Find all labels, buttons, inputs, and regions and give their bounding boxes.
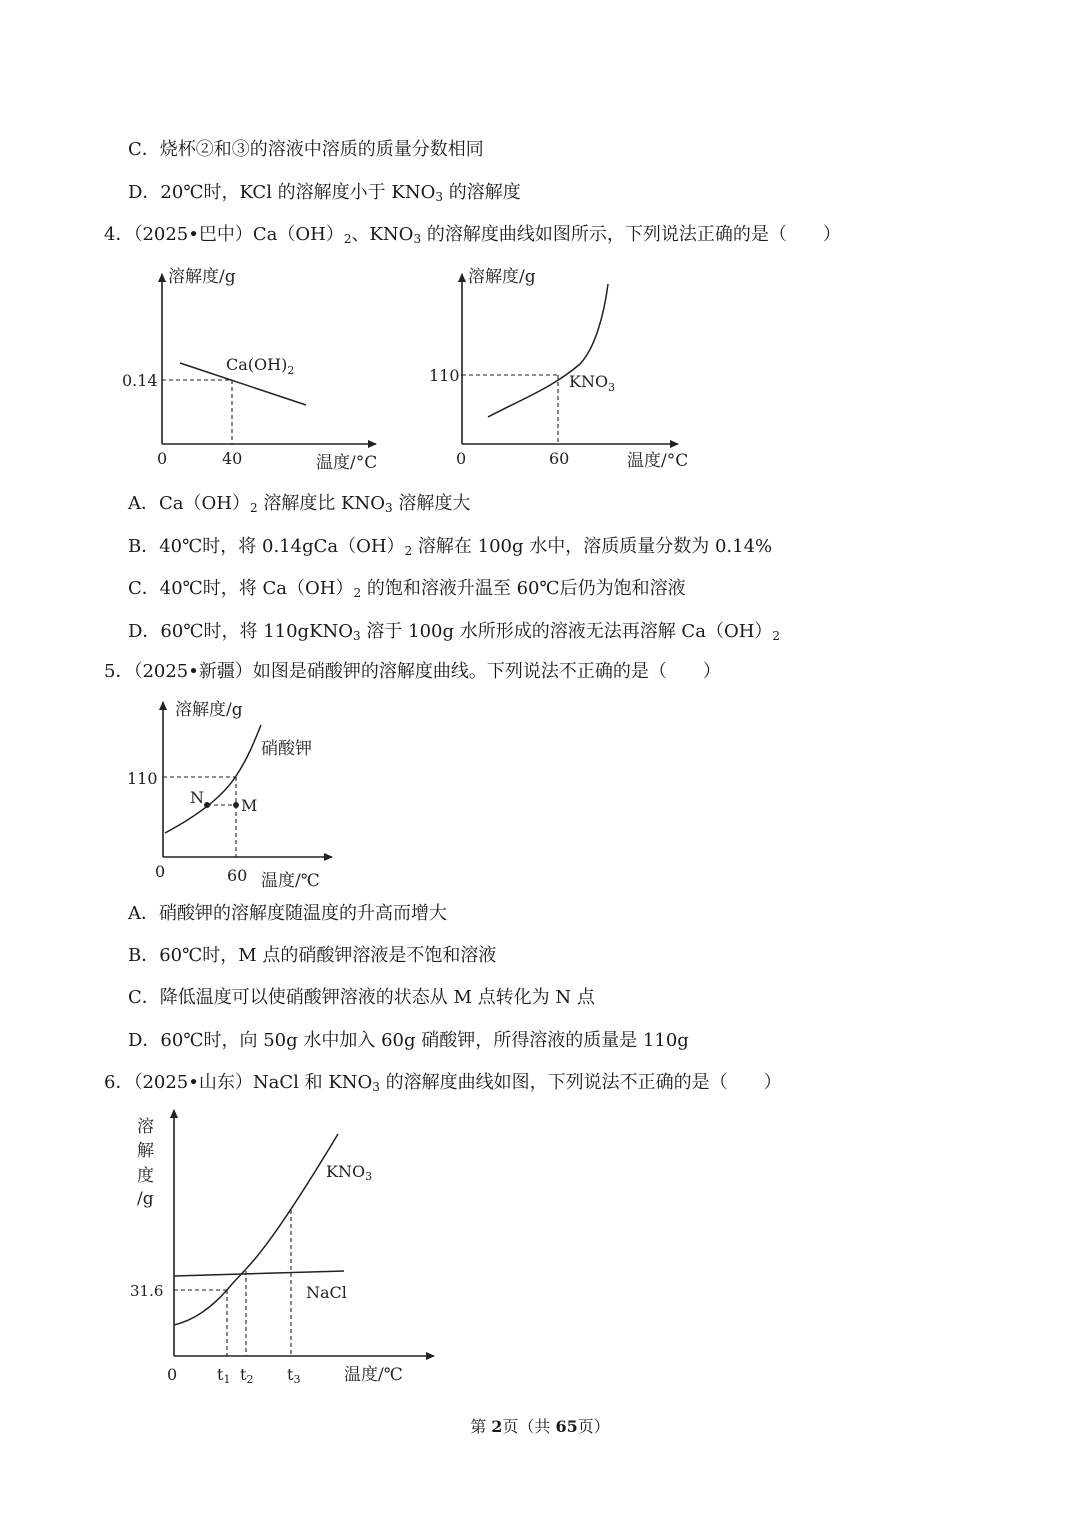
curve-label: 硝酸钾: [261, 739, 312, 759]
q4-option-d: D．60℃时，将 110gKNO$_3$ 溶于 100g 水所形成的溶液无法再溶解 $Ca(OH)_2$: [128, 621, 781, 643]
page-number: 2: [491, 1417, 503, 1436]
curve-label: $Ca(OH)_2$: [226, 355, 295, 377]
y-axis-label-4: /g: [137, 1189, 154, 1209]
q4-figure-caoh2: [120, 260, 390, 475]
point-m: [233, 802, 239, 808]
origin-label: 0: [157, 449, 168, 468]
page-total: 65: [555, 1417, 578, 1436]
origin-label: 0: [167, 1365, 178, 1384]
x-tick-label: 60: [227, 866, 248, 885]
q5-option-b: B．60℃时，M 点的硝酸钾溶液是不饱和溶液: [128, 945, 497, 966]
q3-option-c: C．烧杯②和③的溶液中溶质的质量分数相同: [128, 139, 484, 160]
kno3-curve: [488, 284, 608, 417]
y-tick-label: 110: [127, 769, 158, 788]
q4-option-b: B．40℃时，将 $0.14gCa(OH)_2$ 溶解在 100g 水中，溶质质量分数为 0.14%: [128, 536, 773, 558]
y-tick-label: 31.6: [130, 1282, 164, 1300]
q5-figure-kno3: [120, 690, 350, 895]
curve-label: $KNO_3$: [569, 372, 616, 394]
q6-stem: 6．（2025•山东）NaCl 和 $KNO_3$ 的溶解度曲线如图，下列说法不正确的是（ ）: [104, 1072, 782, 1094]
x-tick-label: 60: [549, 449, 570, 468]
q6-figure-nacl-kno3: [120, 1104, 450, 1394]
q4-figure-kno3: [420, 260, 710, 475]
nacl-curve: [174, 1271, 344, 1276]
page-footer: 第 2页（共 65页）: [470, 1417, 610, 1436]
q5-option-a: A．硝酸钾的溶解度随温度的升高而增大: [128, 903, 447, 924]
x-axis-label: 温度/℃: [261, 871, 320, 891]
q4-stem: 4．（2025•巴中）$Ca(OH)_2$、$KNO_3$ 的溶解度曲线如图所示，下列说法正确的是（ ）: [104, 224, 841, 246]
origin-label: 0: [155, 862, 166, 881]
q5-option-c: C．降低温度可以使硝酸钾溶液的状态从 M 点转化为 N 点: [128, 987, 595, 1008]
y-axis-label-1: 溶: [137, 1117, 154, 1137]
q5-option-d: D．60℃时，向 50g 水中加入 60g 硝酸钾，所得溶液的质量是 110g: [128, 1030, 689, 1051]
y-axis-label: 溶解度/g: [168, 267, 236, 287]
y-axis-label: 溶解度/g: [175, 700, 243, 720]
point-n-label: N: [190, 788, 204, 807]
nacl-curve-label: NaCl: [306, 1283, 347, 1302]
y-axis-label: 溶解度/g: [468, 267, 536, 287]
kno3-curve: [165, 725, 261, 833]
kno3-curve-label: KNO3: [326, 1162, 373, 1183]
q3-option-d: D．20℃时，KCl 的溶解度小于 $KNO_3$ 的溶解度: [128, 182, 521, 204]
y-axis-label-3: 度: [137, 1166, 154, 1186]
origin-label: 0: [456, 449, 467, 468]
x-axis-label: 温度/℃: [344, 1365, 403, 1385]
y-tick-label: 0.14: [122, 371, 158, 390]
t3-label: t3: [287, 1365, 301, 1386]
point-m-label: M: [241, 796, 258, 815]
y-tick-label: 110: [429, 366, 460, 385]
q4-option-c: C．40℃时，将 $Ca(OH)_2$ 的饱和溶液升温至 60℃后仍为饱和溶液: [128, 578, 686, 600]
x-axis-label: 温度/°C: [627, 451, 689, 471]
q4-option-a: A．$Ca(OH)_2$ 溶解度比 $KNO_3$ 溶解度大: [128, 493, 471, 515]
q5-stem: 5．（2025•新疆）如图是硝酸钾的溶解度曲线。下列说法不正确的是（ ）: [104, 661, 721, 682]
t1-label: t1: [217, 1365, 231, 1386]
t2-label: t2: [240, 1365, 254, 1386]
x-tick-label: 40: [222, 449, 243, 468]
point-n: [204, 802, 210, 808]
x-axis-label: 温度/°C: [316, 453, 378, 473]
y-axis-label-2: 解: [137, 1141, 154, 1161]
